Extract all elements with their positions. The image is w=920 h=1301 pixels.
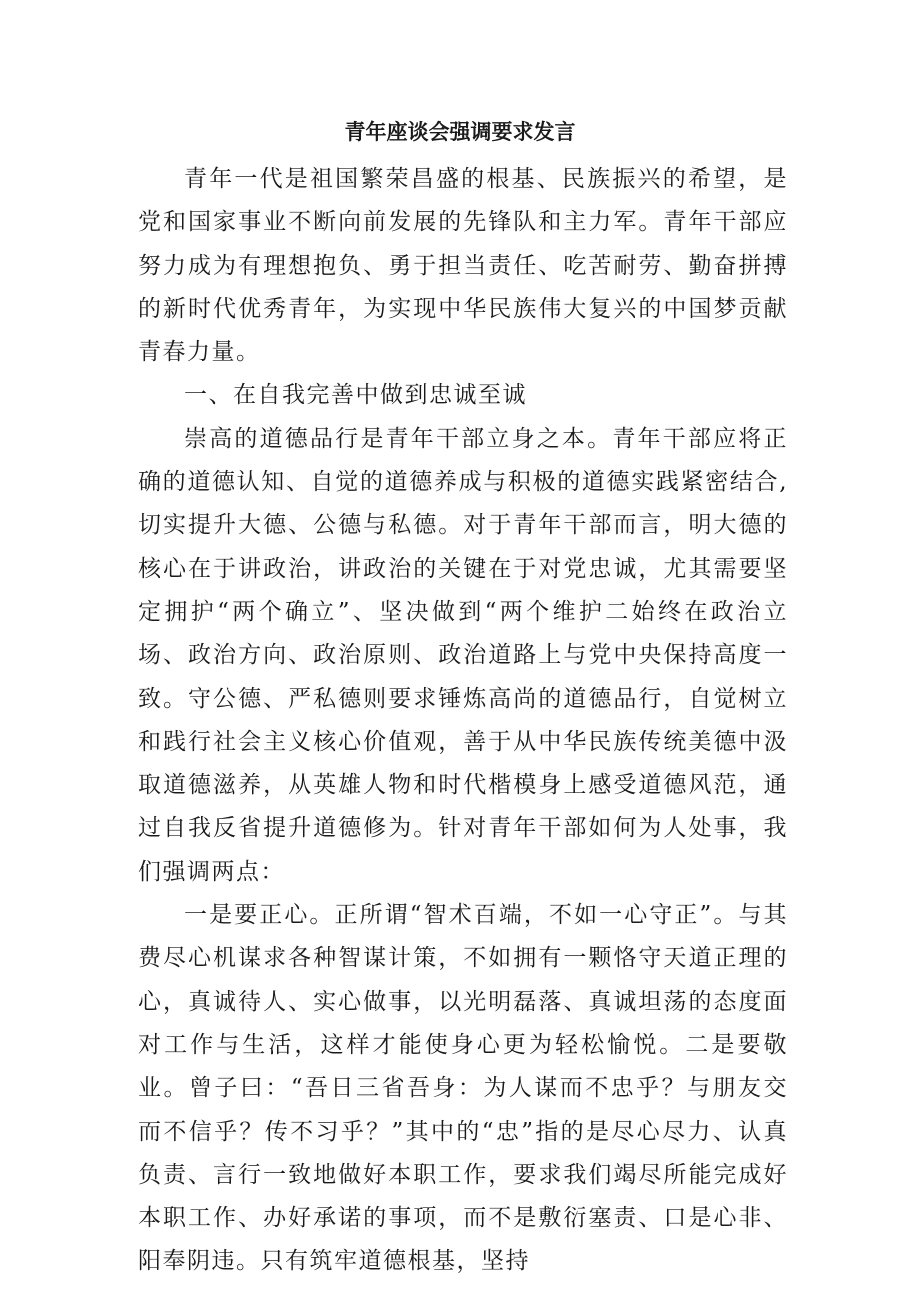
document-body: [138, 158, 788, 1284]
body-paragraph: 崇高的道德品行是青年干部立身之本。青年干部应将正确的道德认知、自觉的道德养成与积极的道德实践紧密结合,切实提升大德、公德与私德。对于青年干部而言，明大德的核心在于讲政治，讲政治的关键在于对党忠诚，尤其需要坚定拥护“两个确立”、坚决做到“两个维护二始终在政治立场、政治方向、政治原则、政治道路上与党中央保持高度一致。守公德、严私德则要求锤炼高尚的道德品行，自觉树立和践行社会主义核心价值观，善于从中华民族传统美德中汲取道德滋养，从英雄人物和时代楷模身上感受道德风范，通过自我反省提升道德修为。针对青年干部如何为人处事，我们强调两点：: [138, 425, 788, 885]
intro-paragraph: 青年一代是祖国繁荣昌盛的根基、民族振兴的希望，是党和国家事业不断向前发展的先锋队和主力军。青年干部应努力成为有理想抱负、勇于担当责任、吃苦耐劳、勤奋拼搏的新时代优秀青年，为实现中华民族伟大复兴的中国梦贡献青春力量。: [138, 166, 788, 366]
body-paragraph: 一是要正心。正所谓“智术百端，不如一心守正”。与其费尽心机谋求各种智谋计策，不如拥有一颗恪守天道正理的心，真诚待人、实心做事，以光明磊落、真诚坦荡的态度面对工作与生活，这样才能使身心更为轻松愉悦。二是要敬业。曾子曰：“吾日三省吾身：为人谋而不忠乎？与朋友交而不信乎？传不习乎？”其中的“忠”指的是尽心尽力、认真负责、言行一致地做好本职工作，要求我们竭尽所能完成好本职工作、办好承诺的事项，而不是敷衍塞责、口是心非、阳奉阴违。只有筑牢道德根基，坚持: [138, 902, 788, 1275]
section-heading: 一、在自我完善中做到忠诚至诚: [184, 382, 527, 409]
document-title: 青年座谈会强调要求发言: [344, 119, 576, 144]
